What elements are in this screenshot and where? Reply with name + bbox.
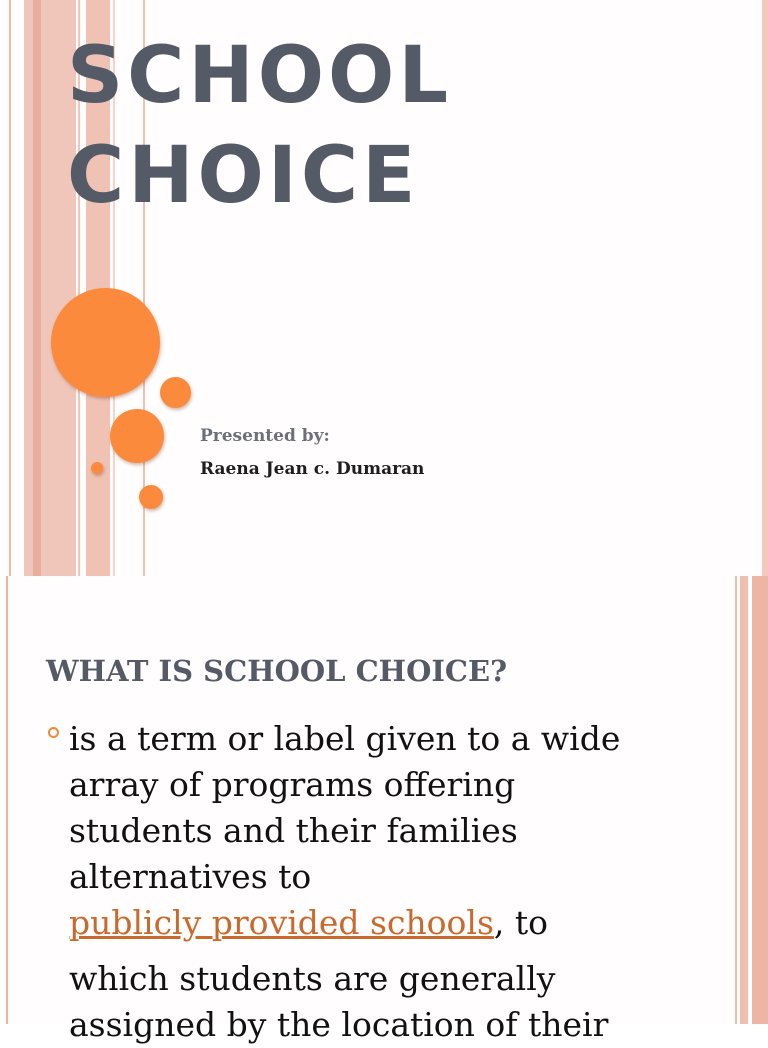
bullet-line: is a term or label given to a wide [69,719,621,758]
slide-title-heading [67,26,452,226]
decorative-circle [139,485,163,509]
title-line: CHOICE [67,131,420,221]
decorative-stripe [6,576,8,1024]
decorative-stripe [752,576,768,1024]
presented-by-label: Presented by: [200,426,330,446]
presenter-name: Raena Jean c. Dumaran [200,459,425,479]
title-line: SCHOOL [67,31,453,121]
slide-heading: WHAT IS SCHOOL CHOICE? [46,654,508,688]
publicly-provided-schools-link[interactable]: publicly provided schools [69,903,494,942]
decorative-circle [51,288,160,397]
decorative-circle [91,462,103,474]
decorative-circle [110,409,164,463]
bullet-text [69,716,679,1048]
slide-definition [0,576,768,1044]
decorative-stripe [33,0,41,576]
decorative-stripe [762,0,768,576]
decorative-circle [160,377,191,408]
bullet-line: students and their families [69,811,518,850]
bullet-line-tail: , to [493,903,549,942]
bullet-ring-icon [48,727,59,738]
bullet-line-with-link [69,900,679,946]
decorative-stripe [9,0,11,576]
bullet-line: array of programs offering [69,765,516,804]
decorative-stripe [735,576,737,1024]
decorative-stripe [740,576,748,1024]
bullet-line: alternatives to [69,857,312,896]
bullet-line: which students are generally [69,959,556,998]
bullet-line: assigned by the location of their [69,1005,609,1044]
